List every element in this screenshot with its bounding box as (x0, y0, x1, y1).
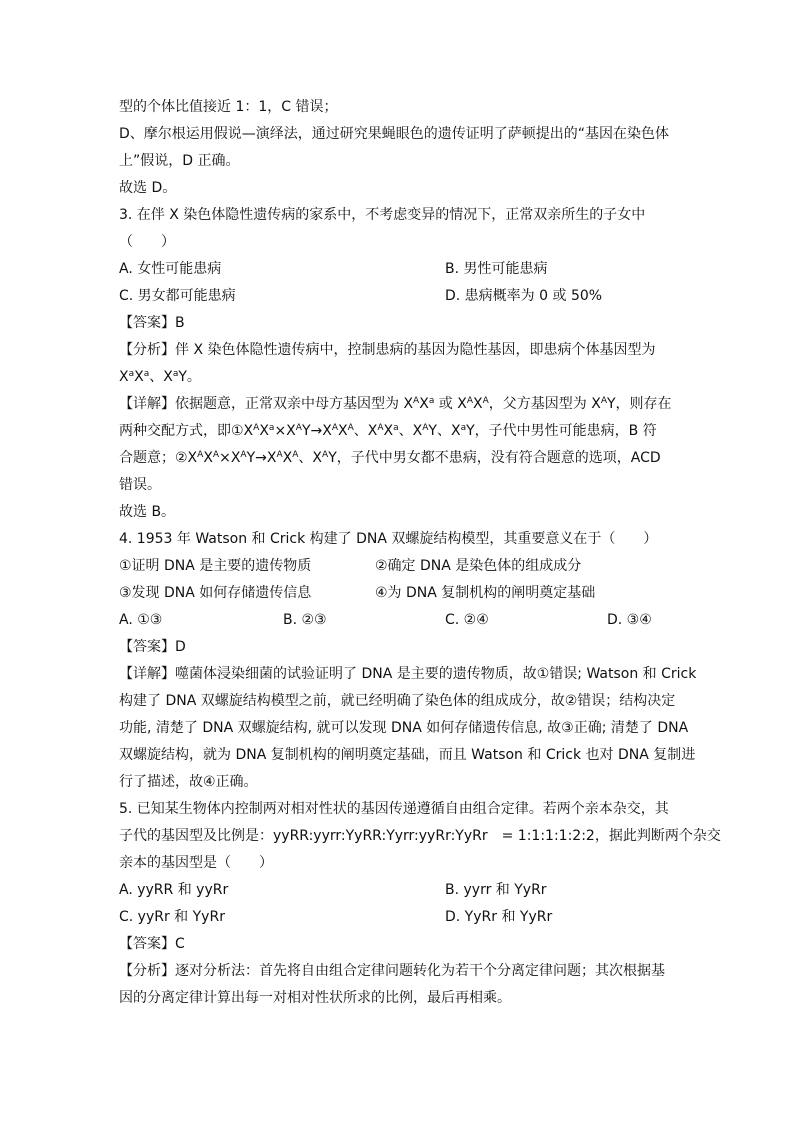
text-line: 上”假说，D 正确。 (119, 153, 240, 169)
answer-label: 【答案】B (119, 315, 185, 331)
analysis-text: 因的分离定律计算出每一对相对性状所求的比例，最后再相乘。 (119, 990, 511, 1006)
question-5-stem: 5. 已知某生物体内控制两对相对性状的基因传递遵循自由组合定律。若两个亲本杂交，其 (119, 801, 669, 817)
q5-option-d: D. YyRr 和 YyRr (445, 909, 553, 925)
q3-option-d: D. 患病概率为 0 或 50% (445, 288, 603, 304)
q4-item-2: ②确定 DNA 是染色体的组成成分 (375, 558, 582, 574)
text-line: 错误。 (119, 477, 161, 493)
detail-text: 双螺旋结构，就为 DNA 复制机构的阐明奠定基础，而且 Watson 和 Crick 也对 DNA 复制进 (119, 747, 696, 763)
text-line: 故选 B。 (119, 504, 176, 520)
question-3-blank: （ ） (119, 234, 175, 250)
q4-option-c: C. ②④ (445, 612, 489, 628)
analysis-text: 【分析】逐对分析法：首先将自由组合定律问题转化为若干个分离定律问题；其次根据基 (119, 963, 665, 979)
q4-item-3: ③发现 DNA 如何存储遗传信息 (119, 585, 312, 601)
question-5-stem: 子代的基因型及比例是：yyRR:yyrr:YyRR:Yyrr:yyRr:YyRr = 1:1:1:1:2:2，据此判断两个杂交 (119, 828, 721, 844)
text-line: 型的个体比值接近 1：1，C 错误； (119, 99, 338, 115)
q5-option-b: B. yyrr 和 YyRr (445, 882, 547, 898)
answer-label: 【答案】C (119, 936, 185, 952)
text-line: 故选 D。 (119, 180, 177, 196)
detail-text: 两种交配方式，即$①X^AX^a\times X^AY\to X^AX^A$、$X^AX^a$、$X^AY$、$X^aY$，子代中男性可能患病，B 符 (119, 423, 657, 439)
q4-item-4: ④为 DNA 复制机构的阐明奠定基础 (375, 585, 596, 601)
q3-option-b: B. 男性可能患病 (445, 261, 548, 277)
question-5-stem: 亲本的基因型是（ ） (119, 855, 273, 871)
q4-item-1: ①证明 DNA 是主要的遗传物质 (119, 558, 312, 574)
q3-option-c: C. 男女都可能患病 (119, 288, 236, 304)
detail-text: 【详解】依据题意，正常双亲中母方基因型为 $X^AX^a$ 或 $X^AX^A$，父方基因型为 $X^AY$，则存在 (119, 396, 672, 412)
q5-option-a: A. yyRR 和 yyRr (119, 882, 229, 898)
answer-label: 【答案】D (119, 639, 186, 655)
detail-text: 功能, 清楚了 DNA 双螺旋结构, 就可以发现 DNA 如何存储遗传信息, 故③正确; 清楚了 DNA (119, 720, 689, 736)
detail-text: 【详解】噬菌体浸染细菌的试验证明了 DNA 是主要的遗传物质，故①错误; Watson 和 Crick (119, 666, 697, 682)
detail-text: 行了描述，故④正确。 (119, 774, 258, 790)
question-3-stem: 3. 在伴 X 染色体隐性遗传病的家系中，不考虑变异的情况下，正常双亲所生的子女中 (119, 207, 646, 223)
detail-text: 合题意；$②X^AX^A\times X^AY\to X^AX^A$、$X^AY$，子代中男女都不患病，没有符合题意的选项，ACD (119, 450, 661, 466)
analysis-text: 【分析】伴 X 染色体隐性遗传病中，控制患病的基因为隐性基因，即患病个体基因型为 (119, 342, 656, 358)
q4-option-a: A. ①③ (119, 612, 163, 628)
text-line: D、摩尔根运用假说—演绎法，通过研究果蝇眼色的遗传证明了萨顿提出的“基因在染色体 (119, 126, 670, 142)
q5-option-c: C. yyRr 和 YyRr (119, 909, 225, 925)
q4-option-b: B. ②③ (283, 612, 327, 628)
genotype-line: $X^aX^a$、$X^aY$。 (119, 369, 201, 385)
q3-option-a: A. 女性可能患病 (119, 261, 222, 277)
question-4-stem: 4. 1953 年 Watson 和 Crick 构建了 DNA 双螺旋结构模型，其重要意义在于（ ） (119, 531, 658, 547)
q4-option-d: D. ③④ (607, 612, 652, 628)
detail-text: 构建了 DNA 双螺旋结构模型之前，就已经明确了染色体的组成成分，故②错误；结构决定 (119, 693, 676, 709)
